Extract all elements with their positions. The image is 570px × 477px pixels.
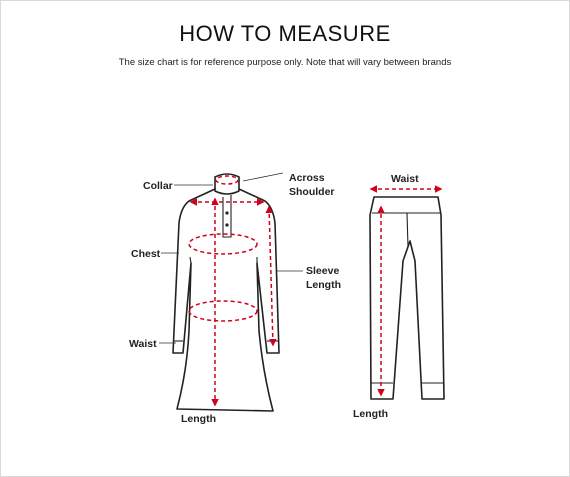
waist-measure-line <box>189 301 257 321</box>
across-shoulder-label-line1: Across <box>289 172 325 184</box>
sleeve-length-label-line1: Sleeve <box>306 265 340 277</box>
page-subtitle: The size chart is for reference purpose only. Note that will vary between brands <box>118 57 452 68</box>
page-title: HOW TO MEASURE <box>179 21 391 46</box>
collar-label: Collar <box>143 180 173 192</box>
kurta-icon <box>173 174 279 411</box>
kurta-waist-label: Waist <box>129 338 157 350</box>
measurement-diagram <box>1 1 569 476</box>
pants-measurements <box>371 189 441 395</box>
kurta-length-label: Length <box>181 413 216 425</box>
chest-label: Chest <box>131 248 161 260</box>
across-shoulder-label-line2: Shoulder <box>289 186 335 198</box>
collar-measure-line <box>216 176 238 184</box>
pants-length-label: Length <box>353 408 388 420</box>
sleeve-length-label-line2: Length <box>306 279 341 291</box>
pants-waist-label: Waist <box>391 173 419 185</box>
sleeve-measure-line <box>269 207 273 345</box>
